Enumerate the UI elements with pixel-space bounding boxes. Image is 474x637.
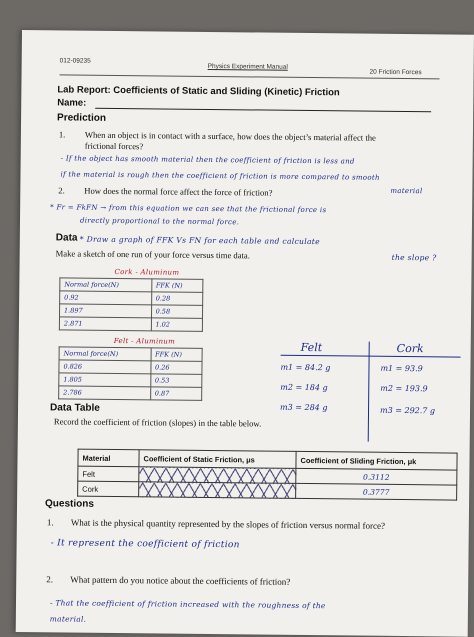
static-felt bbox=[139, 467, 296, 484]
sliding-felt: 0.3112 bbox=[296, 468, 457, 485]
cork-ffk-3: 1.02 bbox=[151, 318, 203, 332]
data-note-2: the slope ? bbox=[391, 252, 437, 263]
cork-ffk-1: 0.28 bbox=[151, 292, 203, 306]
cork-mass-label: Cork bbox=[396, 341, 424, 356]
static-cork bbox=[139, 482, 296, 499]
felt-mass-2: m2 = 184 g bbox=[280, 382, 328, 393]
felt-header-ffk: FFK (N) bbox=[151, 348, 203, 362]
question-1-text: What is the physical quantity represented by the slopes of friction versus normal force? bbox=[70, 517, 386, 531]
prediction-q1-line1: When an object is in contact with a surface, how does the object’s material affect the bbox=[84, 129, 376, 143]
table-row bbox=[78, 481, 457, 500]
felt-mass-label: Felt bbox=[300, 340, 323, 355]
question-2-answer-2: material. bbox=[49, 614, 87, 624]
material-felt: Felt bbox=[78, 466, 139, 482]
cork-normal-3: 2.871 bbox=[59, 317, 151, 331]
felt-mass-3: m3 = 284 g bbox=[280, 402, 328, 413]
data-instruction: Make a sketch of one run of your force versus time data. bbox=[55, 248, 250, 261]
name-label: Name: bbox=[57, 97, 87, 109]
worksheet-page bbox=[16, 30, 474, 637]
prediction-q1-answer-2: if the material is rough then the coefficient of friction is more compared to smooth bbox=[60, 170, 380, 182]
felt-normal-3: 2.786 bbox=[59, 386, 151, 400]
question-1-answer: - It represent the coefficient of friction bbox=[50, 538, 240, 551]
sliding-cork: 0.3777 bbox=[296, 483, 457, 500]
section-title: 20 Friction Forces bbox=[369, 68, 422, 77]
prediction-q2-answer-1: * Fr = FkFN → from this equation we can see that the frictional force is bbox=[50, 203, 327, 215]
friction-coefficient-table bbox=[77, 449, 457, 501]
cork-force-table bbox=[59, 277, 204, 332]
cork-mass-1: m1 = 93.9 bbox=[380, 363, 423, 374]
prediction-q2-num: 2. bbox=[58, 185, 65, 196]
felt-force-table bbox=[58, 346, 203, 401]
question-2-answer-1: - That the coefficient of friction increased with the roughness of the bbox=[49, 598, 326, 611]
question-2-text: What pattern do you notice about the coefficients of friction? bbox=[70, 574, 291, 587]
data-table-heading: Data Table bbox=[49, 402, 100, 414]
doc-code: 012-09235 bbox=[59, 57, 91, 65]
questions-heading: Questions bbox=[44, 498, 95, 510]
prediction-q1-line2: frictional forces? bbox=[84, 140, 144, 152]
col-material: Material bbox=[78, 449, 139, 467]
felt-ffk-1: 0.26 bbox=[150, 361, 202, 375]
felt-ffk-3: 0.87 bbox=[150, 387, 202, 401]
cork-ffk-2: 0.58 bbox=[151, 305, 203, 319]
question-2-num: 2. bbox=[46, 574, 54, 585]
data-table-instruction: Record the coefficient of friction (slopes) in the table below. bbox=[53, 416, 262, 429]
table-row bbox=[59, 386, 202, 400]
cork-mass-2: m2 = 193.9 bbox=[380, 383, 428, 394]
felt-normal-1: 0.826 bbox=[59, 360, 151, 374]
cork-normal-1: 0.92 bbox=[60, 291, 152, 305]
cork-header-ffk: FFK (N) bbox=[151, 279, 203, 293]
table-row bbox=[59, 317, 202, 331]
prediction-heading: Prediction bbox=[57, 112, 107, 124]
prediction-q1-answer-3: material bbox=[390, 186, 423, 196]
felt-ffk-2: 0.53 bbox=[150, 374, 202, 388]
report-title: Lab Report: Coefficients of Static and Sliding (Kinetic) Friction bbox=[57, 84, 340, 99]
prediction-q1-answer-1: - If the object has smooth material then the coefficient of friction is less and bbox=[60, 154, 355, 166]
material-cork: Cork bbox=[78, 481, 139, 497]
felt-normal-2: 1.805 bbox=[59, 373, 151, 387]
prediction-q2-answer-2: directly proportional to the normal force. bbox=[79, 216, 240, 227]
col-sliding: Coefficient of Sliding Friction, μk bbox=[296, 451, 457, 470]
prediction-q1-num: 1. bbox=[58, 129, 66, 140]
felt-mass-1: m1 = 84.2 g bbox=[280, 362, 331, 373]
cork-mass-3: m3 = 292.7 g bbox=[379, 405, 436, 416]
question-1-num: 1. bbox=[46, 517, 54, 528]
felt-table-title: Felt - Aluminum bbox=[113, 336, 176, 346]
manual-title: Physics Experiment Manual bbox=[207, 62, 288, 71]
cork-header-normal: Normal force(N) bbox=[60, 278, 152, 292]
cork-normal-2: 1.897 bbox=[59, 304, 151, 318]
data-heading: Data bbox=[55, 232, 78, 244]
prediction-q2-text: How does the normal force affect the force of friction? bbox=[84, 185, 273, 198]
cork-table-title: Cork - Aluminum bbox=[114, 267, 180, 277]
data-note-1: * Draw a graph of FFK Vs FN for each table and calculate bbox=[79, 234, 321, 247]
felt-header-normal: Normal force(N) bbox=[59, 347, 151, 361]
col-static: Coefficient of Static Friction, μs bbox=[139, 450, 296, 469]
